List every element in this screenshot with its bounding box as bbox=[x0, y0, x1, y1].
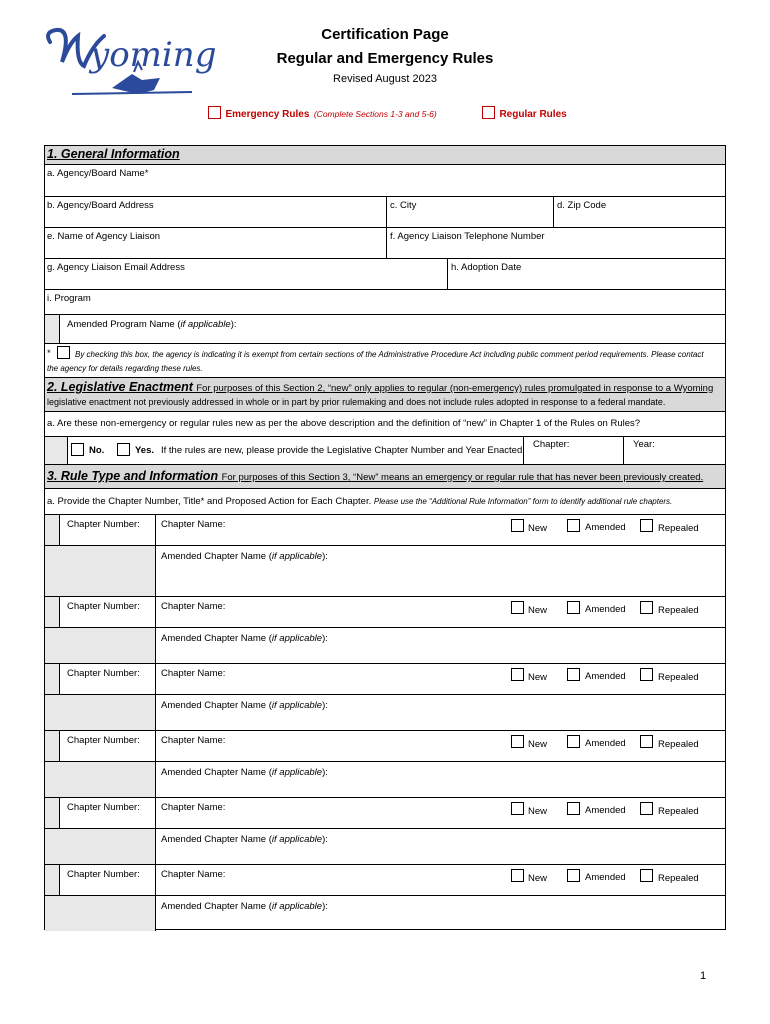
amended-label: Amended bbox=[585, 738, 626, 749]
svg-text:yoming: yoming bbox=[90, 35, 217, 75]
amended-checkbox[interactable] bbox=[567, 601, 580, 614]
new-label: New bbox=[528, 605, 548, 616]
repealed-checkbox[interactable] bbox=[640, 601, 653, 614]
email-label: g. Agency Liaison Email Address bbox=[47, 262, 185, 273]
new-checkbox[interactable] bbox=[511, 735, 524, 748]
chapter-number-label: Chapter Number: bbox=[67, 668, 140, 679]
chapter-name-label: Chapter Name: bbox=[161, 519, 226, 530]
amended-label: Amended bbox=[585, 805, 626, 816]
chapter-row bbox=[45, 514, 725, 545]
repealed-label: Repealed bbox=[658, 873, 699, 884]
exempt-checkbox[interactable] bbox=[57, 346, 70, 359]
wyoming-logo bbox=[42, 22, 217, 108]
program-row[interactable] bbox=[45, 289, 725, 314]
chapter-row bbox=[45, 730, 725, 761]
phone-label: f. Agency Liaison Telephone Number bbox=[390, 231, 545, 242]
amended-chapter-label: Amended Chapter Name (if applicable): bbox=[161, 834, 328, 845]
amended-chapter-label: Amended Chapter Name (if applicable): bbox=[161, 551, 328, 562]
chapter-number-label: Chapter Number: bbox=[67, 735, 140, 746]
emergency-rules-option[interactable] bbox=[208, 104, 437, 122]
chapter-name-label: Chapter Name: bbox=[161, 735, 226, 746]
no-checkbox[interactable] bbox=[71, 443, 84, 456]
form-table bbox=[44, 145, 726, 930]
emergency-note: (Complete Sections 1-3 and 5-6) bbox=[313, 109, 437, 119]
amended-checkbox[interactable] bbox=[567, 802, 580, 815]
chapter-name-label: Chapter Name: bbox=[161, 601, 226, 612]
revised-date: Revised August 2023 bbox=[333, 73, 437, 85]
emergency-checkbox[interactable] bbox=[208, 106, 221, 119]
chapter-name-label: Chapter Name: bbox=[161, 869, 226, 880]
new-checkbox[interactable] bbox=[511, 519, 524, 532]
chapter-instructions: a. Provide the Chapter Number, Title* and Proposed Action for Each Chapter. bbox=[47, 496, 372, 507]
repealed-checkbox[interactable] bbox=[640, 869, 653, 882]
chapter-number-label: Chapter Number: bbox=[67, 869, 140, 880]
exempt-note-2: the agency for details regarding these rules. bbox=[47, 364, 203, 373]
repealed-checkbox[interactable] bbox=[640, 519, 653, 532]
amended-checkbox[interactable] bbox=[567, 735, 580, 748]
agency-name-label: a. Agency/Board Name* bbox=[47, 168, 149, 179]
chapter-instructions-note: Please use the “Additional Rule Information” form to identify additional rule chapters. bbox=[373, 497, 673, 506]
amended-chapter-row[interactable] bbox=[45, 545, 725, 596]
new-checkbox[interactable] bbox=[511, 668, 524, 681]
repealed-checkbox[interactable] bbox=[640, 668, 653, 681]
regular-checkbox[interactable] bbox=[482, 106, 495, 119]
no-label: No. bbox=[89, 445, 105, 456]
new-checkbox[interactable] bbox=[511, 802, 524, 815]
asterisk: * bbox=[47, 348, 51, 359]
amended-label: Amended bbox=[585, 872, 626, 883]
section-3-intro: For purposes of this Section 3, “New” means an emergency or regular rule that has never been previously created. bbox=[221, 472, 704, 483]
yes-text: If the rules are new, please provide the Legislative Chapter Number and Year Enacted: bbox=[161, 445, 525, 456]
regular-rules-option[interactable] bbox=[482, 104, 567, 122]
section-2-intro: For purposes of this Section 2, “new” only applies to regular (non-emergency) rules promulgated in response to a Wyoming bbox=[196, 383, 714, 394]
amended-label: Amended bbox=[585, 671, 626, 682]
amended-chapter-row[interactable] bbox=[45, 895, 725, 931]
new-rules-question-row bbox=[45, 411, 725, 436]
page-subtitle: Regular and Emergency Rules bbox=[276, 50, 494, 67]
amended-chapter-label: Amended Chapter Name (if applicable): bbox=[161, 767, 328, 778]
amended-chapter-row[interactable] bbox=[45, 828, 725, 864]
section-2-header bbox=[45, 377, 725, 411]
new-label: New bbox=[528, 739, 548, 750]
new-checkbox[interactable] bbox=[511, 869, 524, 882]
chapter-row bbox=[45, 797, 725, 828]
amended-chapter-label: Amended Chapter Name (if applicable): bbox=[161, 700, 328, 711]
page-number: 1 bbox=[700, 970, 707, 982]
repealed-label: Repealed bbox=[658, 672, 699, 683]
repealed-checkbox[interactable] bbox=[640, 735, 653, 748]
regular-label: Regular Rules bbox=[499, 109, 567, 120]
email-row bbox=[45, 258, 725, 289]
yes-checkbox[interactable] bbox=[117, 443, 130, 456]
new-rules-question: a. Are these non-emergency or regular rules new as per the above description and the definition of “new” in Chapter 1 of the Rules on Rules? bbox=[47, 418, 641, 429]
repealed-label: Repealed bbox=[658, 523, 699, 534]
address-row bbox=[45, 196, 725, 227]
chapter-row bbox=[45, 864, 725, 895]
amended-chapter-row[interactable] bbox=[45, 627, 725, 663]
new-label: New bbox=[528, 672, 548, 683]
new-label: New bbox=[528, 523, 548, 534]
chapter-row bbox=[45, 596, 725, 627]
chapter-name-label: Chapter Name: bbox=[161, 802, 226, 813]
zip-label: d. Zip Code bbox=[557, 200, 607, 211]
amended-chapter-row[interactable] bbox=[45, 761, 725, 797]
amended-program-label: Amended Program Name (if applicable): bbox=[67, 319, 237, 330]
new-label: New bbox=[528, 806, 548, 817]
section-2-intro-2: legislative enactment not previously addressed in whole or in part by prior rulemaking and does not include rules adopted in response to a federal mandate. bbox=[47, 397, 666, 407]
chapter-row bbox=[45, 663, 725, 694]
agency-name-row[interactable] bbox=[45, 164, 725, 196]
legislative-year-label: Year: bbox=[633, 439, 655, 450]
repealed-label: Repealed bbox=[658, 806, 699, 817]
amended-chapter-row[interactable] bbox=[45, 694, 725, 730]
section-1-title: 1. General Information bbox=[47, 147, 180, 161]
program-label: i. Program bbox=[47, 293, 91, 304]
amended-checkbox[interactable] bbox=[567, 668, 580, 681]
amended-chapter-label: Amended Chapter Name (if applicable): bbox=[161, 633, 328, 644]
chapter-number-label: Chapter Number: bbox=[67, 519, 140, 530]
amended-program-row[interactable] bbox=[45, 314, 725, 343]
exempt-note: By checking this box, the agency is indicating it is exempt from certain sections of the Administrative Procedure Act including public comment period requirements. Please contact bbox=[75, 350, 704, 359]
chapter-instructions-row bbox=[45, 488, 725, 514]
section-2-title: 2. Legislative Enactment bbox=[47, 380, 193, 394]
new-label: New bbox=[528, 873, 548, 884]
amended-chapter-label: Amended Chapter Name (if applicable): bbox=[161, 901, 328, 912]
legislative-chapter-label: Chapter: bbox=[533, 439, 570, 450]
section-3-title: 3. Rule Type and Information bbox=[47, 469, 219, 483]
liaison-label: e. Name of Agency Liaison bbox=[47, 231, 161, 242]
repealed-checkbox[interactable] bbox=[640, 802, 653, 815]
section-3-header bbox=[45, 464, 725, 488]
chapter-number-label: Chapter Number: bbox=[67, 601, 140, 612]
new-checkbox[interactable] bbox=[511, 601, 524, 614]
liaison-row bbox=[45, 227, 725, 258]
amended-label: Amended bbox=[585, 522, 626, 533]
chapter-number-label: Chapter Number: bbox=[67, 802, 140, 813]
new-rules-answer-row bbox=[45, 436, 725, 464]
amended-checkbox[interactable] bbox=[567, 869, 580, 882]
adoption-date-label: h. Adoption Date bbox=[451, 262, 522, 273]
emergency-label: Emergency Rules bbox=[225, 109, 310, 120]
exempt-note-row bbox=[45, 343, 725, 377]
city-label: c. City bbox=[390, 200, 417, 211]
repealed-label: Repealed bbox=[658, 739, 699, 750]
amended-checkbox[interactable] bbox=[567, 519, 580, 532]
repealed-label: Repealed bbox=[658, 605, 699, 616]
page-title: Certification Page bbox=[321, 26, 449, 43]
section-1-header bbox=[45, 146, 725, 164]
address-label: b. Agency/Board Address bbox=[47, 200, 154, 211]
chapter-name-label: Chapter Name: bbox=[161, 668, 226, 679]
yes-label: Yes. bbox=[135, 445, 155, 456]
amended-label: Amended bbox=[585, 604, 626, 615]
